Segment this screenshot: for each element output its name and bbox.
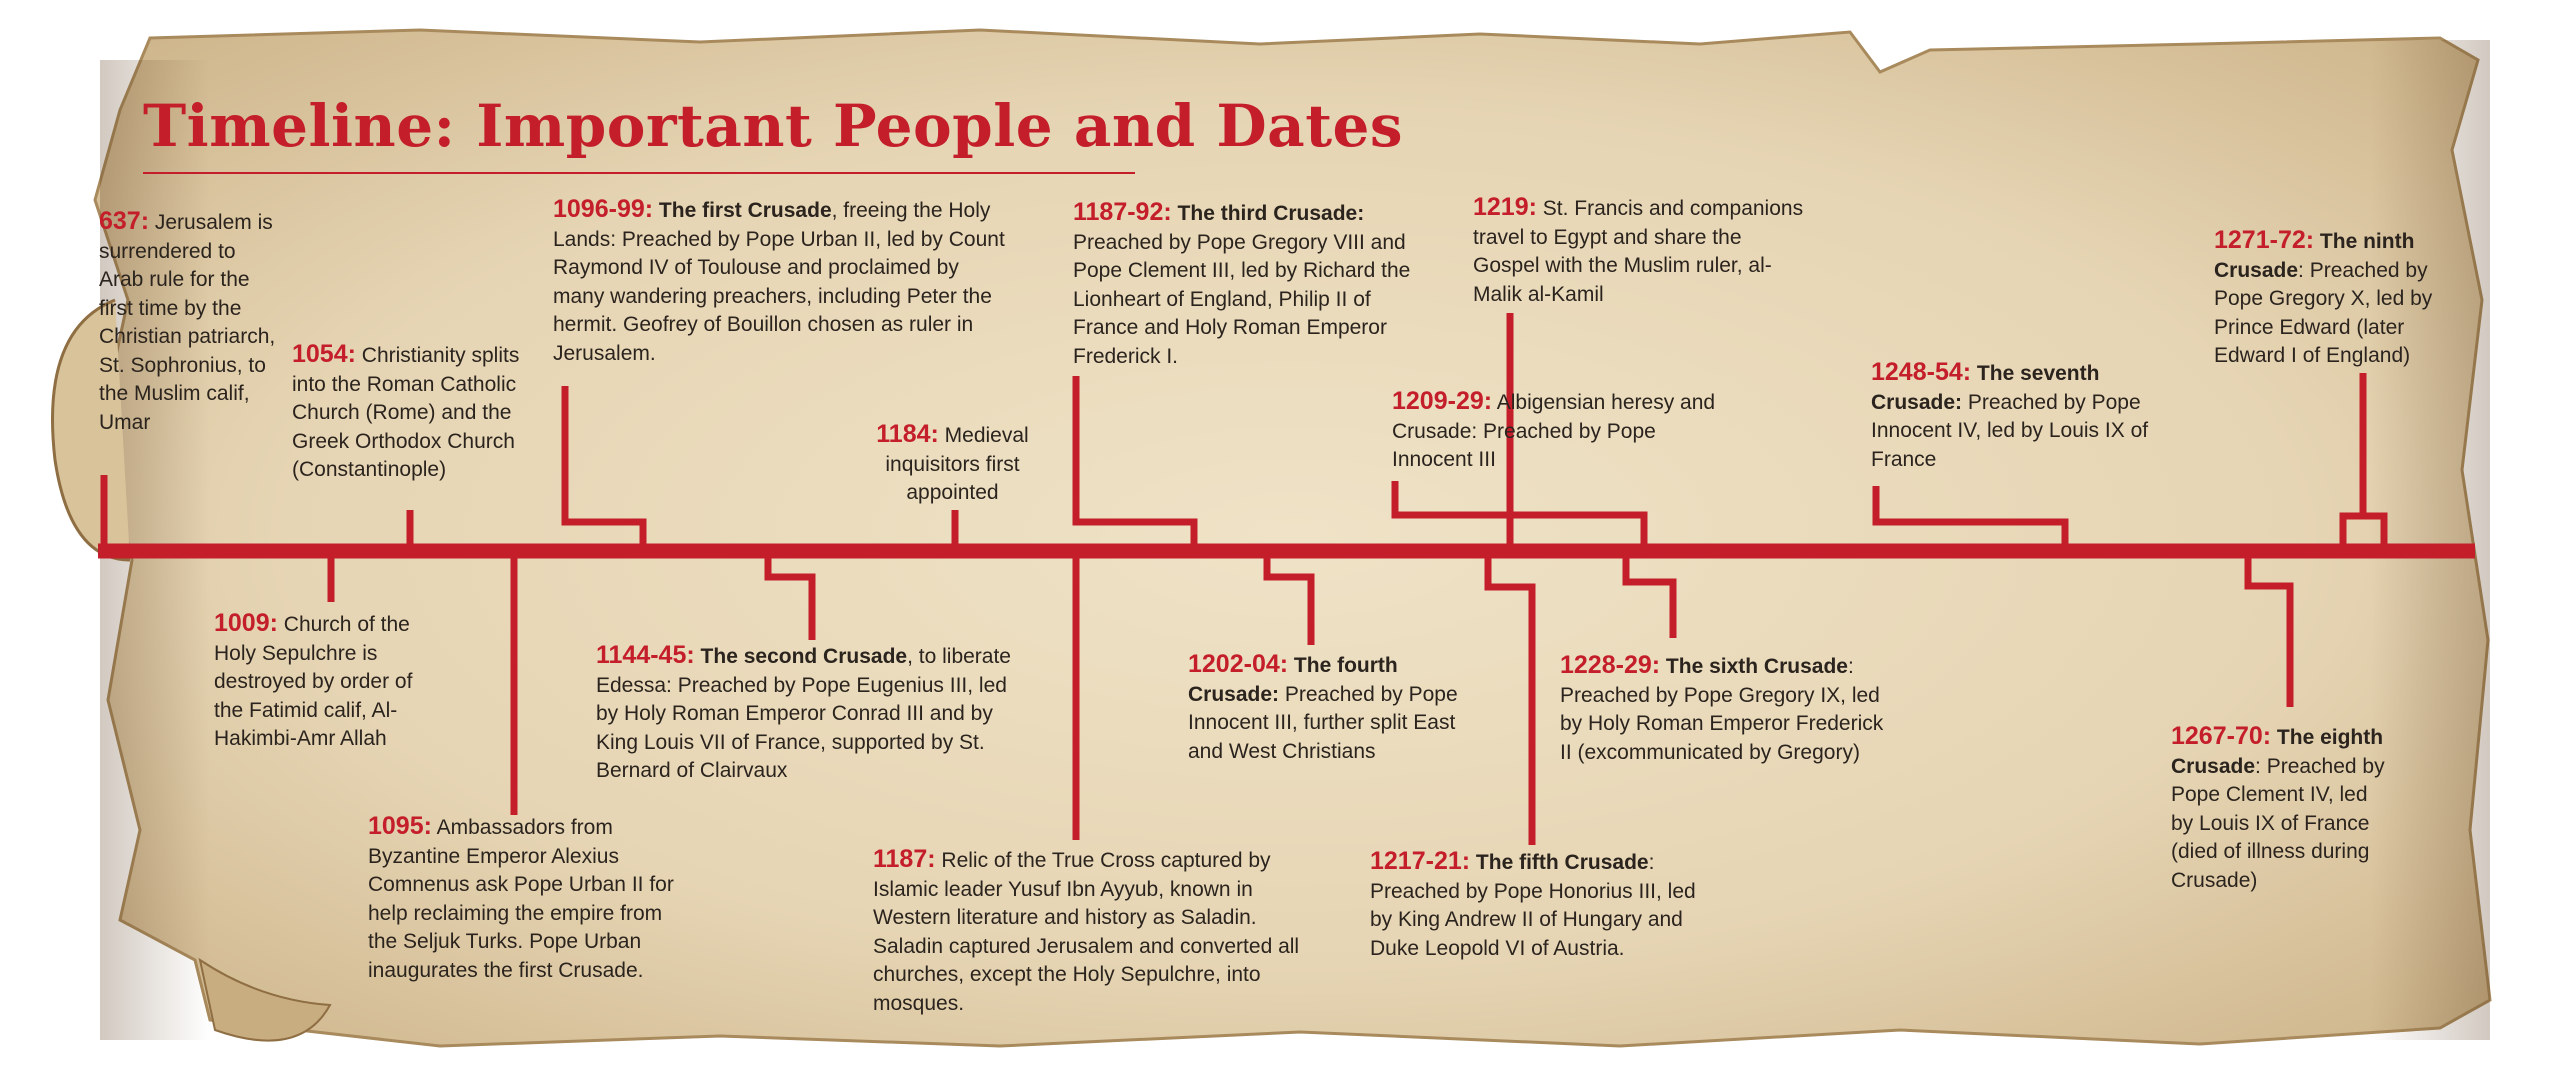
event-1096-99: 1096-99: The first Crusade, freeing the Holy Lands: Preached by Pope Urban II, led by Count Raymond IV of Toulouse and proclaimed by many wandering preachers, including Peter the hermit. Geofrey of Bouillon chosen as ruler in Jerusalem.: [553, 195, 1005, 365]
event-1095: 1095: Ambassadors from Byzantine Emperor Alexius Comnenus ask Pope Urban II for help reclaiming the empire from the Seljuk Turks. Pope Urban inaugurates the first Crusade.: [368, 812, 674, 982]
event-1054: 1054: Christianity splits into the Roman Catholic Church (Rome) and the Greek Orthodox Church (Constantinople): [292, 340, 520, 481]
event-1217-21: 1217-21: The fifth Crusade: Preached by Pope Honorius III, led by King Andrew II of Hungary and Duke Leopold VI of Austria.: [1370, 847, 1696, 960]
event-1009: 1009: Church of the Holy Sepulchre is destroyed by order of the Fatimid calif, Al-Hakimbi-Amr Allah: [214, 609, 413, 750]
event-1187-92: 1187-92: The third Crusade: Preached by Pope Gregory VIII and Pope Clement III, led by Richard the Lionheart of England, Philip II of France and Holy Roman Emperor Frederick I.: [1073, 198, 1411, 368]
page-title: Timeline: Important People and Dates: [143, 92, 1404, 160]
event-1228-29: 1228-29: The sixth Crusade: Preached by Pope Gregory IX, led by Holy Roman Emperor Frederick II (excommunicated by Gregory): [1560, 651, 1884, 764]
event-1144-45: 1144-45: The second Crusade, to liberate Edessa: Preached by Pope Eugenius III, led by Holy Roman Emperor Conrad III and by King Louis VII of France, supported by St. Bernard of Clairvaux: [596, 641, 1011, 782]
event-1271-72: 1271-72: The ninth Crusade: Preached by Pope Gregory X, led by Prince Edward (later Edward I of England): [2214, 226, 2433, 367]
event-1202-04: 1202-04: The fourth Crusade: Preached by Pope Innocent III, further split East and West Christians: [1188, 650, 1458, 763]
event-1184: 1184: Medieval inquisitors first appointed: [876, 420, 1029, 504]
event-1187: 1187: Relic of the True Cross captured by Islamic leader Yusuf Ibn Ayyub, known in Western literature and history as Saladin. Saladin captured Jerusalem and converted all churches, except the Holy Sepulchre, into mosques.: [873, 845, 1300, 1015]
event-1267-70: 1267-70: The eighth Crusade: Preached by Pope Clement IV, led by Louis IX of France (died of illness during Crusade): [2171, 722, 2385, 892]
event-637: 637: Jerusalem is surrendered to Arab rule for the first time by the Christian patriarch, St. Sophronius, to the Muslim calif, Umar: [99, 207, 276, 434]
event-1219: 1219: St. Francis and companions travel to Egypt and share the Gospel with the Muslim ruler, al-Malik al-Kamil: [1473, 193, 1804, 306]
event-1248-54: 1248-54: The seventh Crusade: Preached by Pope Innocent IV, led by Louis IX of France: [1871, 358, 2149, 471]
event-1209-29: 1209-29: Albigensian heresy and Crusade: Preached by Pope Innocent III: [1392, 387, 1716, 471]
title-underline: [143, 172, 1135, 174]
